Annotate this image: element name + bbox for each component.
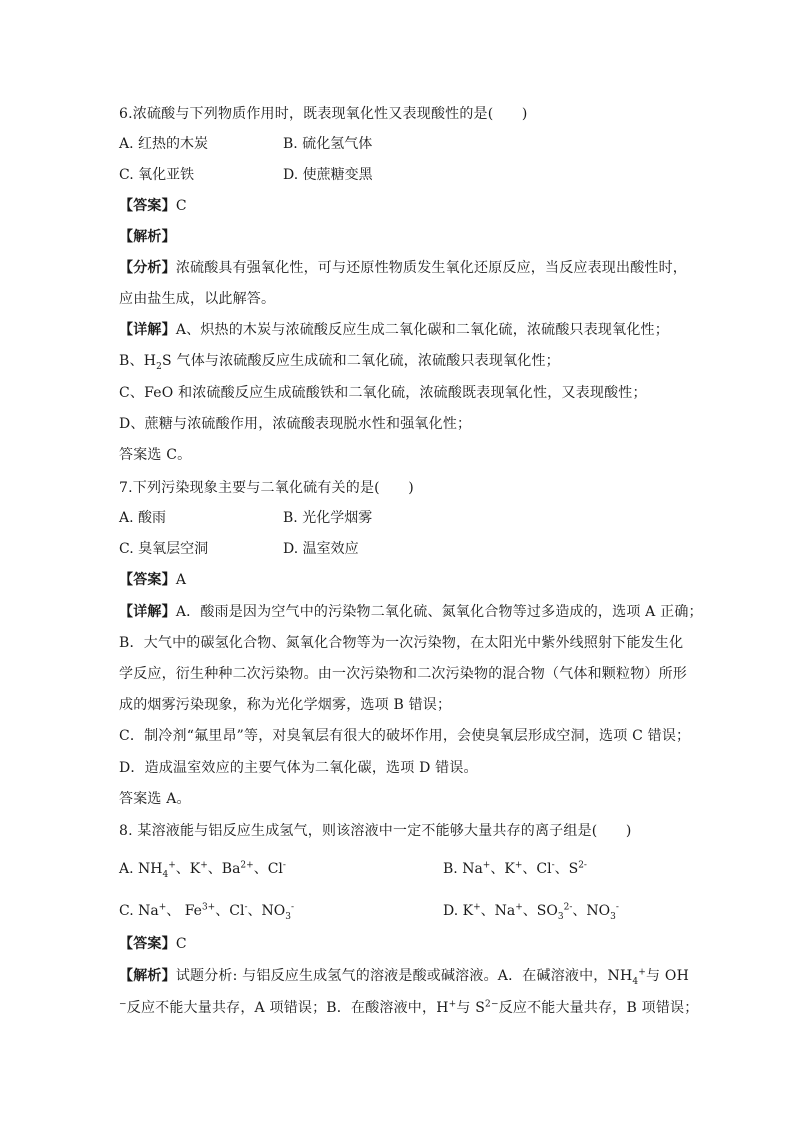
text: 、K — [490, 861, 515, 877]
text: 、Na — [480, 903, 516, 919]
superscript: + — [200, 860, 208, 871]
superscript: + — [448, 999, 457, 1010]
answer-value: C — [175, 198, 187, 214]
text: 、 Fe — [166, 903, 202, 919]
superscript: - — [290, 902, 294, 913]
text: B. Na — [443, 861, 483, 877]
superscript: + — [638, 967, 647, 978]
text: 、Cl — [253, 861, 283, 877]
q8-analysis-line-2 — [119, 999, 698, 1017]
superscript: + — [168, 860, 176, 871]
q8-option-a — [119, 860, 286, 878]
q6-fenxi-line-1 — [119, 259, 687, 277]
answer-value: C — [175, 936, 187, 952]
subscript: 3 — [285, 911, 291, 922]
subscript: 2 — [156, 361, 163, 372]
answer-label: 【答案】 — [119, 572, 176, 588]
superscript: 2- — [578, 860, 587, 871]
text: 、Cl — [522, 861, 552, 877]
text: A. NH — [119, 861, 163, 877]
superscript: + — [482, 860, 491, 871]
answer-label: 【答案】 — [119, 198, 176, 214]
detail-label: 【详解】 — [119, 604, 176, 620]
text: 、NO — [247, 903, 286, 919]
text: 、S — [554, 861, 579, 877]
subscript: 4 — [162, 869, 169, 880]
q6-option-d: D. 使蔗糖变黑 — [283, 167, 373, 183]
q7-option-b: B. 光化学烟雾 — [283, 510, 373, 526]
q6-detail-b — [119, 352, 560, 370]
q7-conclusion: 答案选 A。 — [119, 791, 191, 807]
text: 反应不能大量共存，B 项错误； — [498, 1000, 699, 1016]
superscript: + — [473, 902, 481, 913]
text: 、Ba — [207, 861, 241, 877]
q6-detail-d: D、蔗糖与浓硫酸作用，浓硫酸表现脱水性和强氧化性； — [119, 416, 472, 432]
superscript: − — [119, 999, 127, 1010]
question-8-stem: 8. 某溶液能与铝反应生成氢气，则该溶液中一定不能够大量共存的离子组是( ) — [119, 823, 632, 839]
text: 、Cl — [215, 903, 245, 919]
q7-detail-1 — [119, 603, 703, 621]
superscript: 2- — [563, 902, 573, 913]
answer-label: 【答案】 — [119, 936, 176, 952]
q8-option-b — [443, 860, 587, 878]
text: 与 OH — [646, 968, 689, 984]
subscript: 3 — [610, 911, 616, 922]
superscript: + — [158, 902, 167, 913]
analysis-label: 【解析】 — [119, 968, 176, 984]
superscript: - — [244, 902, 248, 913]
text: C. Na — [119, 903, 159, 919]
text: D. K — [443, 903, 474, 919]
q6-fenxi-line-2: 应由盐生成，以此解答。 — [119, 291, 276, 307]
fenxi-label: 【分析】 — [119, 260, 176, 276]
text: 与 S — [456, 1000, 486, 1016]
fenxi-text: 浓硫酸具有强氧化性，可与还原性物质发生氧化还原反应，当反应表现出酸性时， — [175, 260, 688, 276]
question-7-stem: 7.下列污染现象主要与二氧化硫有关的是( ) — [119, 480, 414, 496]
q8-analysis-line-1 — [119, 967, 689, 985]
q6-conclusion: 答案选 C。 — [119, 447, 192, 463]
superscript: + — [515, 902, 523, 913]
detail-text: A、炽热的木炭与浓硫酸反应生成二氧化碳和二氧化硫，浓硫酸只表现氧化性； — [175, 322, 669, 338]
q8-answer — [119, 935, 187, 953]
superscript: 3+ — [201, 902, 216, 913]
q7-detail-5: C．制冷剂“氟里昂”等，对臭氧层有很大的破坏作用，会使臭氧层形成空洞，选项 C 错误； — [119, 728, 691, 744]
q7-detail-4: 成的烟雾污染现象，称为光化学烟雾，选项 B 错误； — [119, 697, 452, 713]
detail-label: 【详解】 — [119, 322, 176, 338]
text: 、NO — [572, 903, 611, 919]
superscript: - — [282, 860, 286, 871]
text: 、K — [175, 861, 201, 877]
text: B、H — [119, 353, 157, 369]
question-6-stem: 6.浓硫酸与下列物质作用时，既表现氧化性又表现酸性的是( ) — [119, 106, 528, 122]
subscript: 4 — [632, 976, 639, 987]
q7-detail-2: B．大气中的碳氢化合物、氮氧化合物等为一次污染物，在太阳光中紫外线照射下能发生化 — [119, 635, 684, 651]
q6-option-b: B. 硫化氢气体 — [283, 136, 373, 152]
superscript: 2− — [485, 999, 499, 1010]
text: S 气体与浓硫酸反应生成硫和二氧化硫，浓硫酸只表现氧化性； — [162, 353, 560, 369]
subscript: 3 — [557, 911, 564, 922]
detail-text: A．酸雨是因为空气中的污染物二氧化硫、氮氧化合物等过多造成的，选项 A 正确； — [175, 604, 703, 620]
q7-detail-6: D．造成温室效应的主要气体为二氧化碳，选项 D 错误。 — [119, 760, 478, 776]
q7-answer — [119, 571, 186, 589]
superscript: - — [615, 902, 619, 913]
q6-detail-c: C、FeO 和浓硫酸反应生成硫酸铁和二氧化硫，浓硫酸既表现氧化性，又表现酸性； — [119, 385, 647, 401]
q7-option-a: A. 酸雨 — [119, 510, 167, 526]
q6-analysis-label: 【解析】 — [119, 229, 176, 245]
answer-value: A — [175, 572, 187, 588]
q8-option-d — [443, 902, 619, 920]
q6-detail-a — [119, 321, 669, 339]
q6-answer — [119, 197, 187, 215]
text: 、SO — [522, 903, 558, 919]
q6-option-a: A. 红热的木炭 — [119, 136, 209, 152]
text: 反应不能大量共存，A 项错误；B．在酸溶液中，H — [126, 1000, 449, 1016]
superscript: 2+ — [240, 860, 254, 871]
q8-option-c — [119, 902, 294, 920]
q7-option-d: D. 温室效应 — [283, 541, 359, 557]
q7-detail-3: 学反应，衍生种种二次污染物。由一次污染物和二次污染物的混合物（气体和颗粒物）所形 — [119, 666, 687, 682]
superscript: - — [551, 860, 555, 871]
q6-option-c: C. 氧化亚铁 — [119, 167, 195, 183]
text: 试题分析: 与铝反应生成氢气的溶液是酸或碱溶液。A．在碱溶液中，NH — [175, 968, 633, 984]
superscript: + — [514, 860, 523, 871]
q7-option-c: C. 臭氧层空洞 — [119, 541, 209, 557]
